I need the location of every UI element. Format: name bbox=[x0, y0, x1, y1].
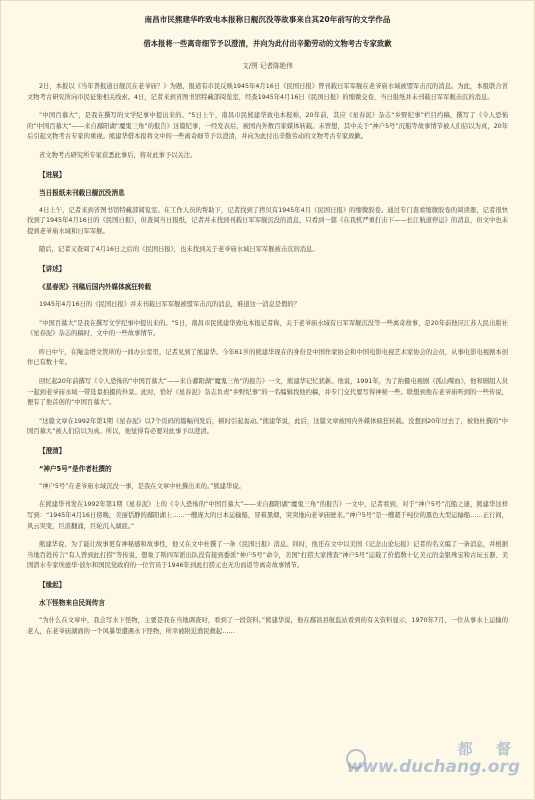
article-body bbox=[1, 1, 534, 637]
article-title: 南昌市民熊建华昨致电本报称日舰沉没等故事来自其20年前写的文学作品 bbox=[144, 15, 391, 24]
section-heading-narration: 《星春泥》刊稿后国内外媒体疯狂转载 bbox=[39, 282, 152, 291]
paragraph-14: “为什么在文章中，我会写水下怪物，主要是我在当地调查时，看到了一段资料。”熊建华说，他在鄱昌县航监站看到的有关资料显示，1970年7月，一位从事水上运输的老人，在老爷庙湖面的一个风暴里遭遇水下怪物，所幸被附近渔民救起…… bbox=[27, 617, 508, 635]
watermark-text: 都 督 bbox=[457, 740, 520, 758]
paragraph-5: 随后，记者又查阅了4月16日之后的《民国日报》，也未找到关于老爷庙水域日军军舰被击沉的消息。 bbox=[39, 246, 319, 254]
paragraph-10: “这篇文章在1992年第1期《星春泥》以7个页码的篇幅刊发后，顿时引起轰动。”熊建华说，此后，这篇文章被国内外媒体疯狂转载。没想到20年过去了，被他杜撰的“中国百慕大”被人们信以为真。所以，他觉得有必要对此事予以澄清。 bbox=[27, 417, 508, 436]
article-byline: 文/图 记者陈艳伟 bbox=[242, 62, 293, 70]
watermark bbox=[347, 738, 520, 777]
section-label-progress: 【进展】 bbox=[39, 170, 66, 179]
watermark-url: www.duchang.org bbox=[346, 757, 520, 777]
section-label-clarification: 【澄清】 bbox=[39, 446, 66, 455]
paragraph-11: “神户5号”在老爷庙水域沉没一事，是我在文章中杜撰出来的。”熊建华说。 bbox=[39, 482, 245, 490]
section-label-origin: 【缘起】 bbox=[39, 581, 66, 590]
paragraph-8: 昨日中午，在绳金塔文管所的一间办公室里，记者见到了熊建华。今年61岁的熊建华现在的身份是中国作家协会和中国电影电视艺术家协会的会员，从事电影电视剧本创作已有数十年。 bbox=[27, 348, 508, 367]
paragraph-1: 2日，本报以《当年普报道日舰沉在老爷庙？》为题，报道有市民反映1945年4月16日《民国日报》曾刊载日军军舰在老爷庙水域被盟军击沉的消息。为此，本报联合省文物考古研究所向市民征集相关线索。4日，记者来到省图书馆特藏部阅览室，经查1945年4月16日《民国日报》的缩微交卷，当日报纸并未刊载日军军舰击沉的消息。 bbox=[27, 83, 508, 101]
paragraph-12: 在熊建华刊发在1992年第1期《星春泥》上的《令人恐怖的“中国百慕大”——来自鄱阳湖“魔鬼三角”的报告》一文中，记者看到，对于“神户5号”沉船之谜，熊建华这样写到：“1945年4月16日傍晚，美丽恬静的鄱阳湖上……一艘庞大的日本运输船，冒着黑烟，突突地向老爷庙驶来。”神户5号”是一艘超千吨位的黑色大型运输船……正行间，风云突变，巨浪翻涌，巨轮沉入湖底。” bbox=[27, 501, 508, 530]
section-label-narration: 【讲述】 bbox=[39, 264, 66, 273]
paragraph-4: 4日上午，记者来到省图书馆特藏部阅览室。在工作人员的帮助下，记者找到了拷贝有1945年4月《民国日报》的缩微胶卷。通过专门查看缩微胶卷的阅读器，记者很快找到了1945年4月16日的《民国日报》，但查阅当日报纸，记者并未找到刊载日军军舰沉没的消息，只看到一篇《在我机严重打击下——长江航道停运》的消息，但文中也未提到老爷庙水域和日军军舰。 bbox=[27, 206, 508, 235]
section-heading-clarification: “神户5号”是作者杜撰的 bbox=[39, 464, 112, 473]
article-subtitle: 借本报将一些离奇细节予以澄清，并向为此付出辛勤劳动的文物考古专家致歉 bbox=[143, 39, 392, 48]
section-heading-progress: 当日报纸未刊载日舰沉没消息 bbox=[39, 188, 125, 197]
paragraph-3: 省文物考古研究所专家获悉此事后，将对此事予以关注。 bbox=[39, 151, 197, 159]
paragraph-6: 1945年4月16日的《民国日报》并未刊载日军军舰被盟军击沉的消息，难道这一消息是假的？ bbox=[39, 300, 301, 308]
paragraph-13: 熊建华说，为了能让故事更有神秘感和故事性，他又在文中杜撰了一条《民国日报》消息。同时，他还在文中以美国《记念山论坛报》记者的名义编了一条消息，并根据当地百姓传言“有人曾到此打捞”等传说，想象了斯四军派出队没有接到委派“神户5号”命令，美国“打捞大家搜查”神户5号”运载了价值数十亿美元的金银珠宝和古玩玉器、美国潜水专家埃德华·波尔和国民党政府的一位官员于1946年到此打捞元也无功而返等离奇故事情节。 bbox=[27, 541, 508, 570]
paragraph-9: 回忆起20年前撰写《令人恐怖的“中国百慕大”——来自鄱阳湖“魔鬼三角”的报告》一文，熊建华记忆犹新。他说，1991年，为了拍摄电视剧《孤山喋血》，他和剧组人员一起到老爷庙水域一带选景拍摄的外景。此时，恰好《星春泥》杂志负责“乡野纪事”的一名编辑找他约稿，并专门交代要写得神秘一些。联想到他在老爷庙听到的一些传说，便有了他首创的“中国百慕大”。 bbox=[27, 377, 508, 407]
section-heading-origin: 水下怪物来自民间传言 bbox=[39, 599, 105, 608]
paragraph-2: “中国百慕大”，是我在撰写的文学纪事中提出来的。“5日上午，南昌市民熊建华致电本报称，20年前，其应《星春泥》杂志“乡野纪事”栏目约稿，撰写了《令人恐怖的“中国百慕大”——来自鄱阳湖“魔鬼三角”的报告》这篇纪事，一经发表后，被国内外数百家媒体转载。未曾想，其中关于“神户5号”沉船等故事情节被人们信以为真，20年后引起文物考古专家的重视。熊建华借本报将文中的一些离奇细节予以澄清，并向为此付出辛勤劳动的文物考古专家致歉。 bbox=[27, 112, 508, 141]
paragraph-7: “中国百慕大”是我在撰写文学纪事中提出来的。“5日，南昌市民熊建华致电本报记者称，关于老爷庙水域有日军军舰沉没等一些离奇故事，是20年前他应江苏人民出版社《星春泥》杂志的稿时，文中的一些故事情节。 bbox=[27, 319, 508, 338]
